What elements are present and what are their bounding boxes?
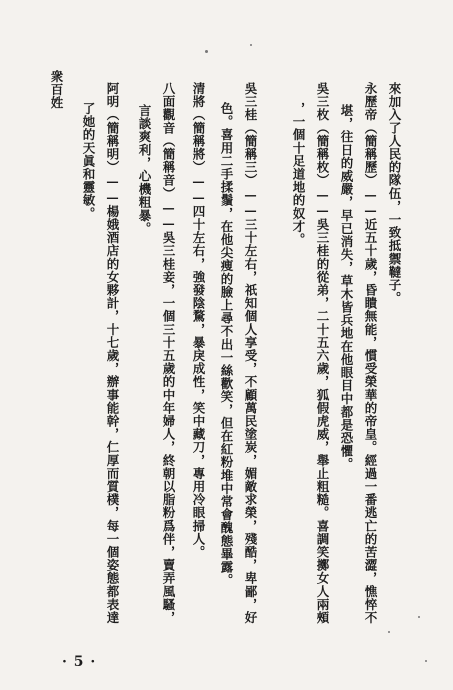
- text-column-12: 了她的天眞和靈敏。: [81, 102, 96, 220]
- ink-speck: [388, 631, 390, 633]
- ink-speck: [418, 616, 420, 618]
- text-column-13: 衆百姓: [49, 70, 64, 110]
- text-column-10: 言談爽利，心機粗暴。: [137, 104, 152, 235]
- ink-speck: [425, 660, 427, 662]
- page-number: · 5 ·: [62, 654, 97, 670]
- text-column-11: 阿明（簡稱明）——楊娥酒店的女夥計，十七歲，辦事能幹，仁厚而質樸，每一個姿態都表達: [105, 82, 120, 625]
- text-column-5: ，一個十足道地的奴才。: [291, 102, 306, 247]
- text-column-9: 八面觀音（簡稱音）——吳三桂妾，一個三十五歲的中年婦人，終朝以脂粉爲伴，賣弄風騷，: [161, 82, 176, 625]
- ink-speck: [205, 50, 208, 53]
- text-column-7: 色。喜用二手揉鬚，在他尖痩的臉上尋不出一絲歡笑，但在紅粉堆中常會醜態畢露。: [219, 102, 234, 587]
- text-column-2: 永歷帝（簡稱歷）——近五十歲，昏瞶無能，慣受榮華的帝皇。經過一番逃亡的苦澀，憔悴不: [363, 82, 378, 625]
- text-column-6: 吳三桂（簡稱三）——三十左右，祇知個人享受，不顧萬民塗炭，媚敵求榮，殘酷，卑鄙，好: [243, 82, 258, 625]
- text-column-8: 清將（簡稱將）——四十左右，強發陰騖，暴戾成性，笑中藏刀，專用冷眼掃人。: [191, 82, 206, 559]
- ink-speck: [250, 44, 252, 46]
- text-column-4: 吳三枚（簡稱枚）——吳三桂的從弟，二十五六歲，狐假虎威，舉止粗糙。喜調笑擲女人兩頰: [315, 82, 330, 625]
- text-column-3: 堪，往日的威嚴，早已消失，草木皆兵地在他眼目中都是恐懼。: [339, 104, 354, 471]
- text-column-1: 來加入了人民的隊伍，一致抵禦韃子。: [387, 82, 402, 305]
